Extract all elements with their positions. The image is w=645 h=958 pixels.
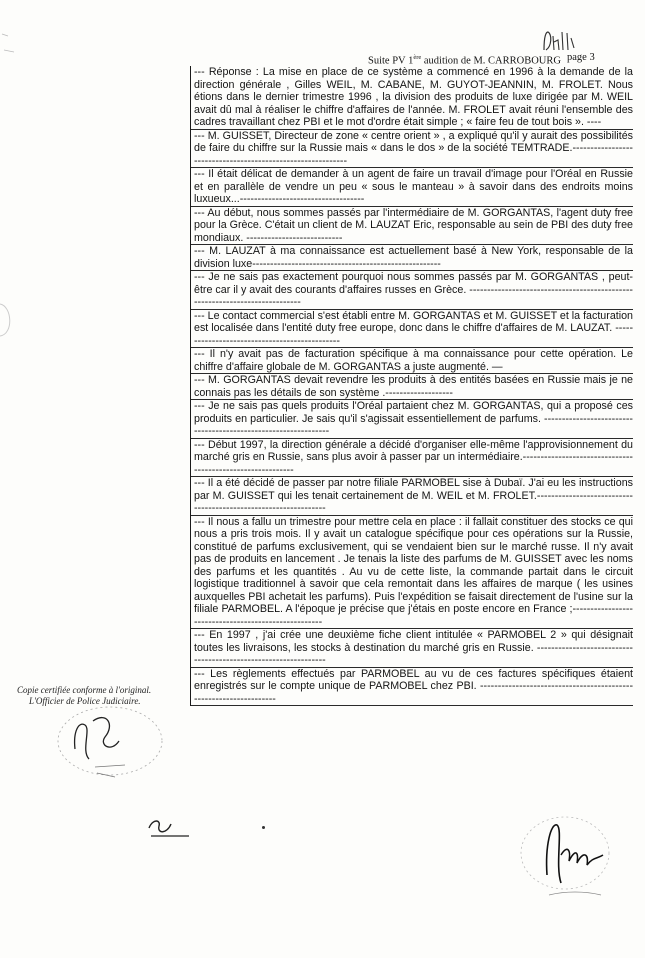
paragraph: --- En 1997 , j'ai crée une deuxième fiche client intitulée « PARMOBEL 2 » qui désignait toutes les livraisons, les stocks à destination du marché gris en Russie. ---------------------------------------------------------------- [191, 629, 633, 668]
ink-dot [262, 826, 265, 829]
corner-mark [0, 30, 24, 60]
paragraph: --- Il n'y avait pas de facturation spécifique à ma connaissance pour cette opération. Le chiffre d'affaire globale de M. GORGANTAS a juste augmenté. — [191, 348, 633, 374]
paragraph: --- M. GUISSET, Directeur de zone « centre orient » , a expliqué qu'il y aurait des possibilités de faire du chiffre sur la Russie mais « dans le dos » de la société TEMTRADE.------------------------------------------------------------ [191, 130, 633, 169]
paraph-mark [145, 812, 195, 842]
stamp-line-2: L'Officier de Police Judiciaire. [29, 696, 141, 706]
header-suffix: audition de M. CARROBOURG [421, 55, 561, 67]
header-superscript: ère [413, 54, 422, 61]
paragraph: --- Il était délicat de demander à un agent de faire un travail d'image pour l'Oréal en Russie et en parallèle de vendre un peu « sous le manteau » à savoir dans des endroits moins luxueux...----------------------------------- [191, 168, 633, 207]
paragraph: --- Il a été décidé de passer par notre filiale PARMOBEL sise à Dubaï. J'ai eu les instructions par M. GUISSET qui les tenait certainement de M. WEIL et M. FROLET.---------------------------------------------------------------- [191, 477, 633, 516]
paragraph: --- Il nous a fallu un trimestre pour mettre cela en place : il fallait constituer des stocks ce qui nous a pris trois mois. Il y avait un catalogue spécifique pour ces opérations sur la Russie, constitué de parfums exclusivement, qui se vendaient bien sur le marché russe. Il n'y avait pas de produits en lancement . Je tenais la liste des parfums de M. GUISSET avec les noms des parfums et les quantités . Au vu de cette liste, la commande partait dans le circuit logistique traditionnel à savoir que cela remontait dans les affaires de marque ( les usines auxquelles PBI achetait les parfums). Puis l'expédition se faisait directement de l'usine sur la filiale PARMOBEL. A l'époque je précise que j'étais en poste encore en France ;----------------------------------------------------- [191, 516, 633, 630]
paragraph: --- M. GORGANTAS devait revendre les produits à des entités basées en Russie mais je ne connais pas les détails de son système .------------------- [191, 374, 633, 400]
handwritten-initials [540, 28, 580, 56]
paragraph: --- Le contact commercial s'est établi entre M. GORGANTAS et M. GUISSET et la facturation est localisée dans l'entité duty free europe, donc dans le chiffre d'affaires de M. LAUZAT. ---------------------------------------------- [191, 310, 633, 349]
signature-mark [505, 805, 620, 915]
paragraph: --- Début 1997, la direction générale a décidé d'organiser elle-même l'approvisionnement du marché gris en Russie, sans plus avoir à passer par un intermédiaire.----------------------------------------------------------- [191, 439, 633, 478]
paragraph: --- Je ne sais pas exactement pourquoi nous sommes passés par M. GORGANTAS , peut-être car il y avait des courants d'affaires russes en Grèce. ---------------------------------------------------------------------------- [191, 271, 633, 310]
page-number: page 3 [567, 52, 595, 63]
paragraph: --- Les règlements effectués par PARMOBEL au vu de ces factures spécifiques étaient enregistrés sur le compte unique de PARMOBEL chez PBI. ------------------------------------------------------------------ [191, 668, 633, 707]
paragraph: --- Je ne sais pas quels produits l'Oréal partaient chez M. GORGANTAS, qui a proposé ces produits en particulier. Je sais qu'il s'agissait essentiellement de parfums. --------------------------------------------------------------- [191, 400, 633, 439]
margin-hole-mark [0, 300, 16, 340]
stamp-line-1: Copie certifiée conforme à l'original. [17, 685, 152, 695]
certification-stamp [15, 681, 190, 791]
paragraph: --- M. LAUZAT à ma connaissance est actuellement basé à New York, responsable de la division luxe----------------------------------------------------- [191, 245, 633, 271]
header-prefix: Suite PV 1 [368, 55, 414, 67]
paragraph: --- Au début, nous sommes passés par l'intermédiaire de M. GORGANTAS, l'agent duty free pour la Grèce. C'était un client de M. LAUZAT Eric, responsable au sein de PBI des duty free mondiaux. --------------------------- [191, 207, 633, 246]
paragraph: --- Réponse : La mise en place de ce système a commencé en 1996 à la demande de la direction générale , Gilles WEIL, M. CABANE, M. GUYOT-JEANNIN, M. FROLET. Nous étions dans le dernier trimestre 1996 , la division des produits de luxe dirigée par M. WEIL avait dû mal à réaliser le chiffre d'affaires de l'année. M. FROLET avait réuni l'ensemble des cadres travaillant chez PBI et le mot d'ordre était simple ; « faire feu de tout bois ». ---- [191, 66, 633, 130]
page-header [368, 50, 623, 66]
statement-body [190, 66, 633, 706]
